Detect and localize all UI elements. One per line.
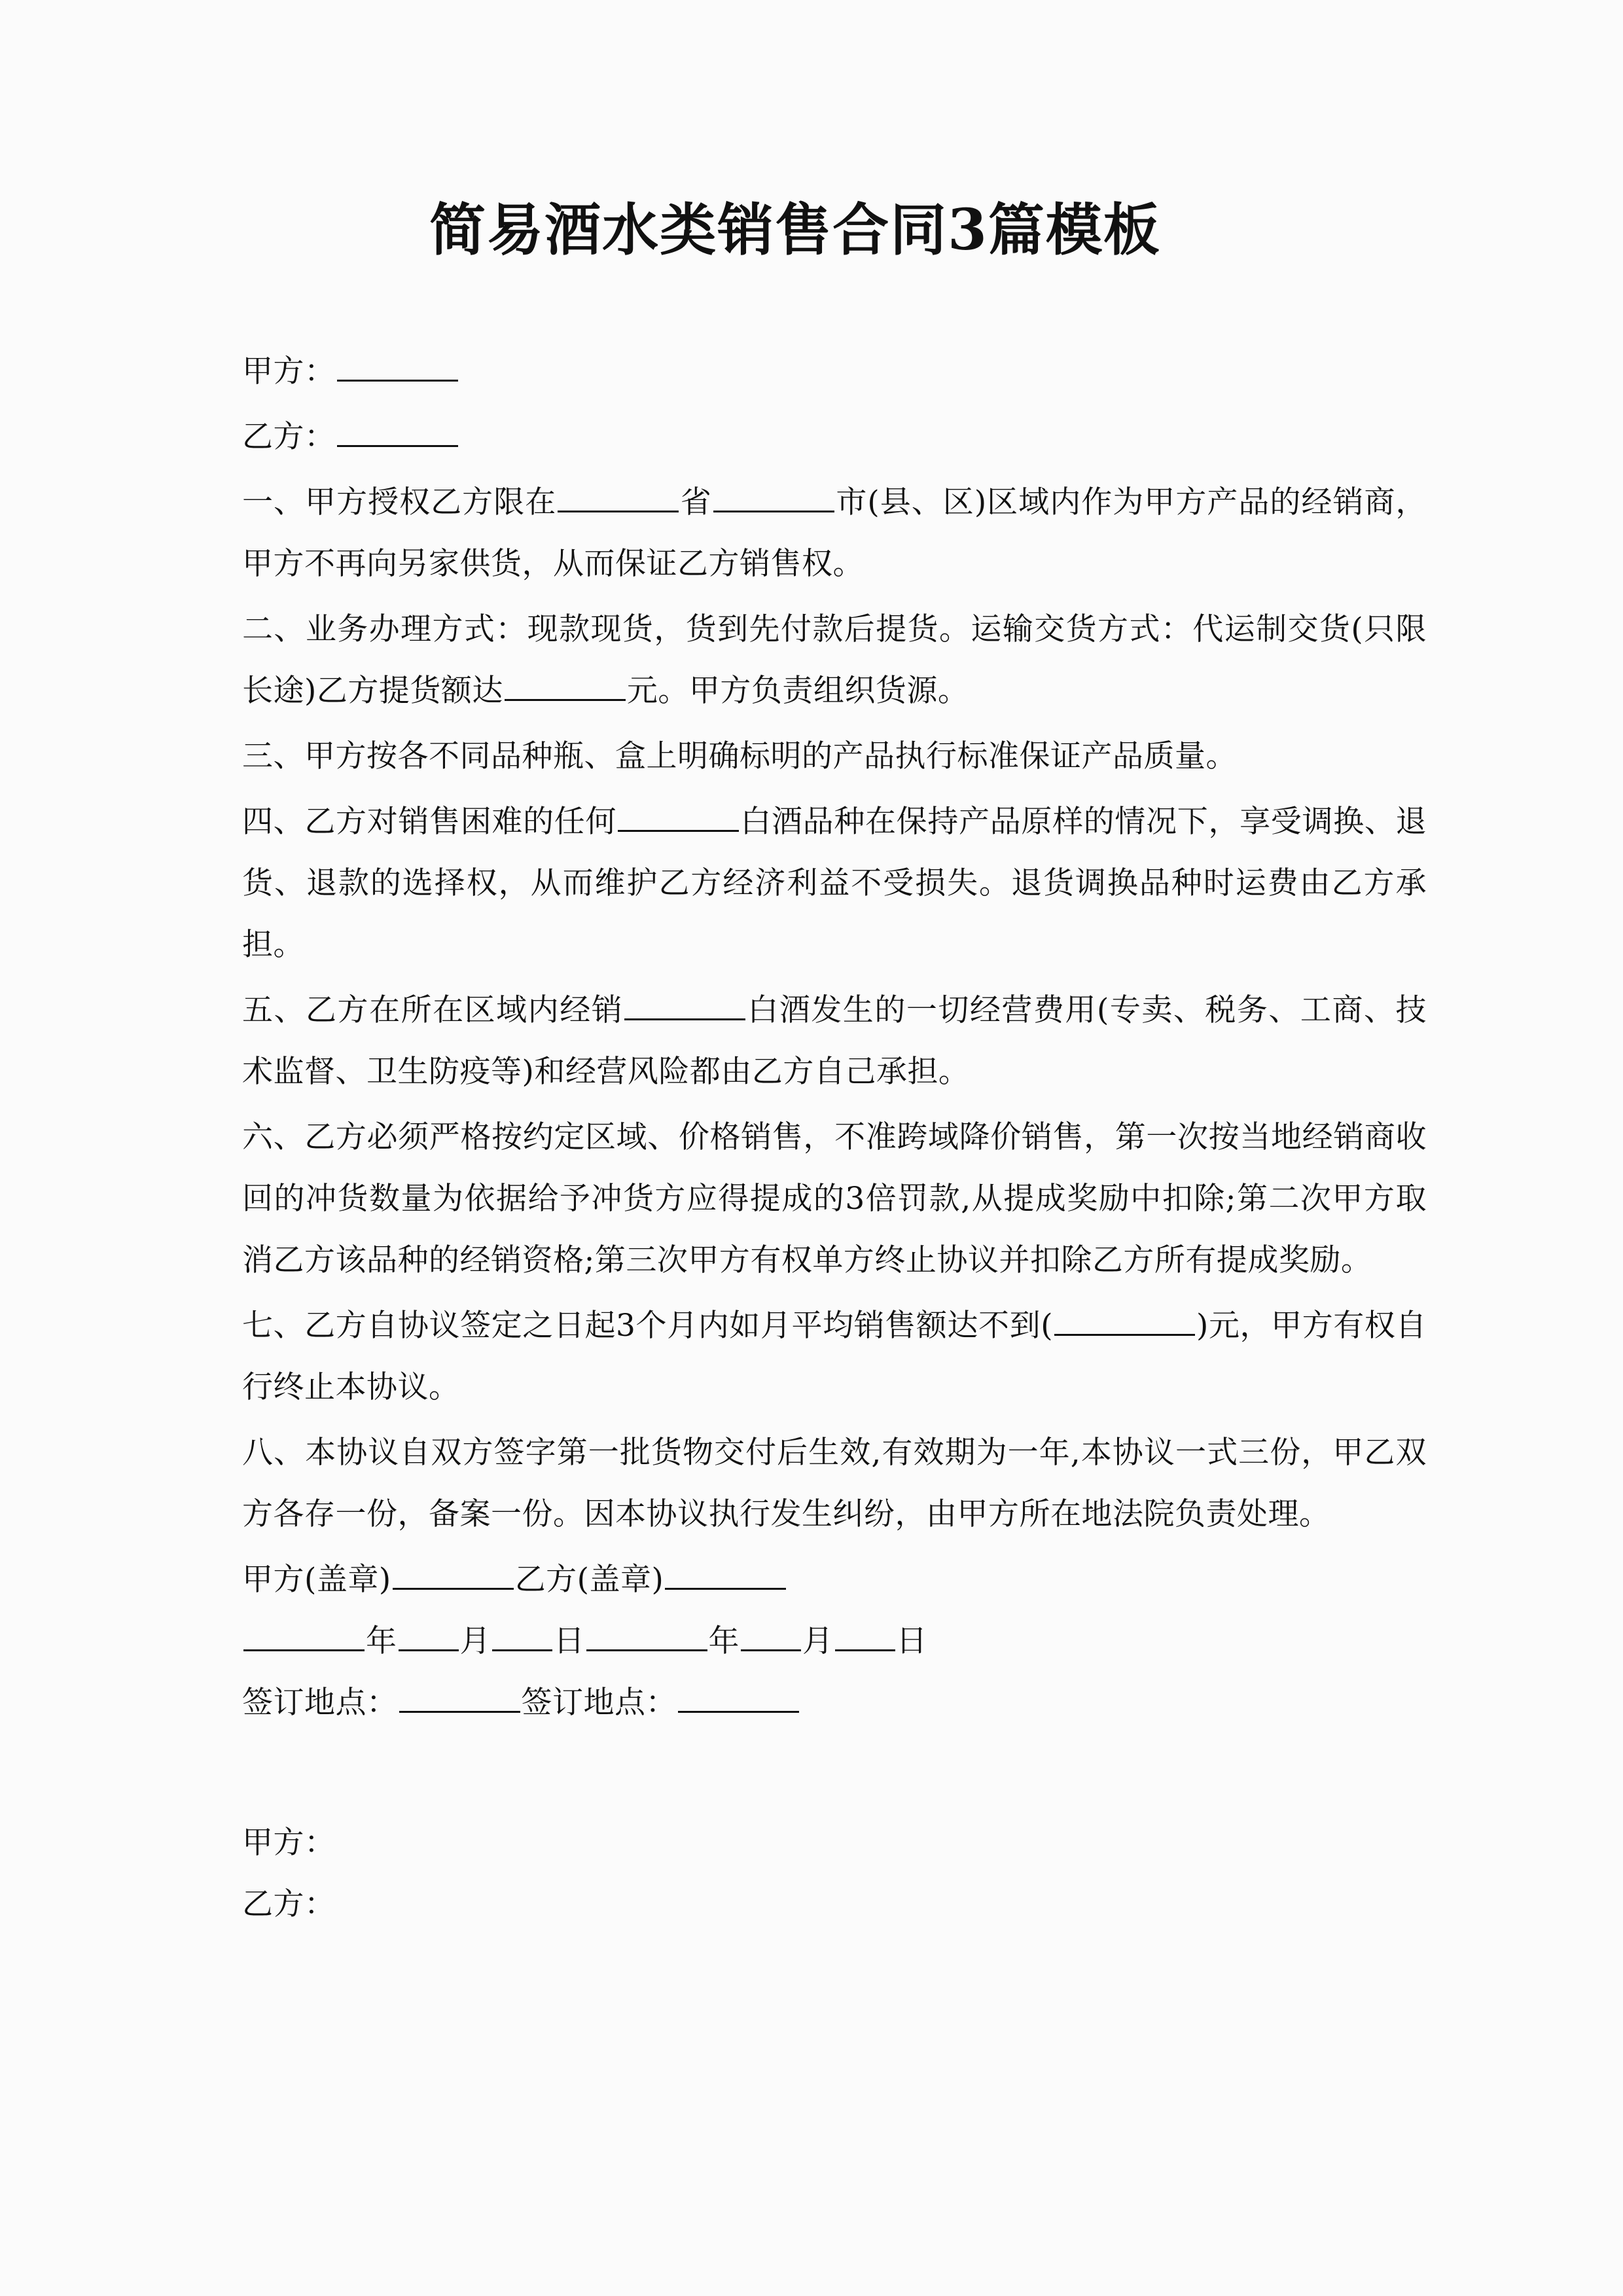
footer-party-a-line: 甲方： xyxy=(242,1825,336,1861)
clause-1-text-c: 市(县、区)区域内作为甲方产品的经销商，甲方不再向另家供货，从而保证乙方销售权。 xyxy=(242,484,1427,583)
clause-6-text: 六、乙方必须严格按约定区域、价格销售，不准跨域降价销售，第一次按当地经销商收回的冲货数量为依据给予冲货方应得提成的3倍罚款,从提成奖励中扣除;第二次甲方取消乙方该品种的经销资格;第三次甲方有权单方终止协议并扣除乙方所有提成奖励。 xyxy=(242,1119,1427,1279)
party-b-month-blank[interactable] xyxy=(741,1615,801,1651)
party-a-year-label: 年 xyxy=(366,1623,397,1660)
clause-2 xyxy=(242,599,1427,722)
place-blank-b[interactable] xyxy=(678,1677,799,1713)
clause-8-text: 八、本协议自双方签字第一批货物交付后生效,有效期为一年,本协议一式三份，甲乙双方各存一份，备案一份。因本协议执行发生纠纷，由甲方所在地法院负责处理。 xyxy=(242,1435,1427,1533)
party-b-seal-blank[interactable] xyxy=(665,1554,786,1590)
footer-spacer xyxy=(242,1734,1427,1812)
clause-5-text-b: 白酒发生的一切经营费用(专卖、税务、工商、技术监督、卫生防疫等)和经营风险都由乙方自己承担。 xyxy=(242,992,1427,1090)
party-b-blank[interactable] xyxy=(337,411,458,447)
party-b-day-label: 日 xyxy=(896,1623,927,1660)
clause-8 xyxy=(242,1422,1427,1545)
party-a-month-blank[interactable] xyxy=(399,1615,459,1651)
clause-5-text-a: 五、乙方在所在区域内经销 xyxy=(242,992,624,1029)
party-b-day-blank[interactable] xyxy=(835,1615,895,1651)
date-line xyxy=(242,1611,1427,1672)
party-b-label: 乙方： xyxy=(242,419,336,456)
clause-4-text-b: 白酒品种在保持产品原样的情况下，享受调换、退货、退款的选择权，从而维护乙方经济利益不受损失。退货调换品种时运费由乙方承担。 xyxy=(242,804,1427,963)
clause-2-amount-blank[interactable] xyxy=(505,665,626,701)
clause-7-text-b: )元，甲方有权自行终止本协议。 xyxy=(242,1308,1427,1406)
party-b-year-label: 年 xyxy=(708,1623,740,1660)
seal-line xyxy=(242,1549,1427,1611)
party-a-year-blank[interactable] xyxy=(243,1615,365,1651)
place-line xyxy=(242,1672,1427,1734)
clause-4 xyxy=(242,791,1427,976)
page-title: 简易酒水类销售合同3篇模板 xyxy=(429,197,1161,263)
party-a-seal-blank[interactable] xyxy=(393,1554,514,1590)
clause-7-amount-blank[interactable] xyxy=(1054,1300,1195,1336)
clause-2-text-b: 元。甲方负责组织货源。 xyxy=(626,673,969,709)
clause-1-text-a: 一、甲方授权乙方限在 xyxy=(242,484,557,521)
party-b-line xyxy=(242,406,1427,468)
party-a-label: 甲方： xyxy=(242,353,336,390)
clause-1-text-b: 省 xyxy=(680,484,712,521)
party-a-day-label: 日 xyxy=(554,1623,585,1660)
clause-1-city-blank[interactable] xyxy=(713,476,834,512)
clause-4-text-a: 四、乙方对销售困难的任何 xyxy=(242,804,617,840)
party-a-day-blank[interactable] xyxy=(492,1615,552,1651)
clause-2-text-a: 二、业务办理方式：现款现货，货到先付款后提货。运输交货方式：代运制交货(只限长途)乙方提货额达 xyxy=(242,611,1427,709)
party-a-line xyxy=(242,341,1427,403)
party-b-seal-label: 乙方(盖章) xyxy=(514,1562,664,1598)
party-b-month-label: 月 xyxy=(802,1623,834,1660)
clause-1-province-blank[interactable] xyxy=(558,476,679,512)
party-a-month-label: 月 xyxy=(459,1623,491,1660)
clause-6 xyxy=(242,1107,1427,1291)
clause-4-product-blank[interactable] xyxy=(618,796,739,832)
clause-7 xyxy=(242,1295,1427,1418)
clause-3-text: 三、甲方按各不同品种瓶、盒上明确标明的产品执行标准保证产品质量。 xyxy=(242,738,1237,775)
party-a-seal-label: 甲方(盖章) xyxy=(242,1562,391,1598)
party-a-blank[interactable] xyxy=(337,346,458,382)
clause-7-text-a: 七、乙方自协议签定之日起3个月内如月平均销售额达不到( xyxy=(242,1308,1054,1344)
clause-3 xyxy=(242,726,1427,787)
party-b-year-blank[interactable] xyxy=(586,1615,707,1651)
clause-1 xyxy=(242,472,1427,595)
clause-5-product-blank[interactable] xyxy=(624,984,745,1020)
clause-5 xyxy=(242,980,1427,1103)
place-label-a: 签订地点： xyxy=(242,1685,398,1721)
place-label-b: 签订地点： xyxy=(521,1685,677,1721)
place-blank-a[interactable] xyxy=(399,1677,520,1713)
footer-party-b-line: 乙方： xyxy=(242,1886,336,1923)
